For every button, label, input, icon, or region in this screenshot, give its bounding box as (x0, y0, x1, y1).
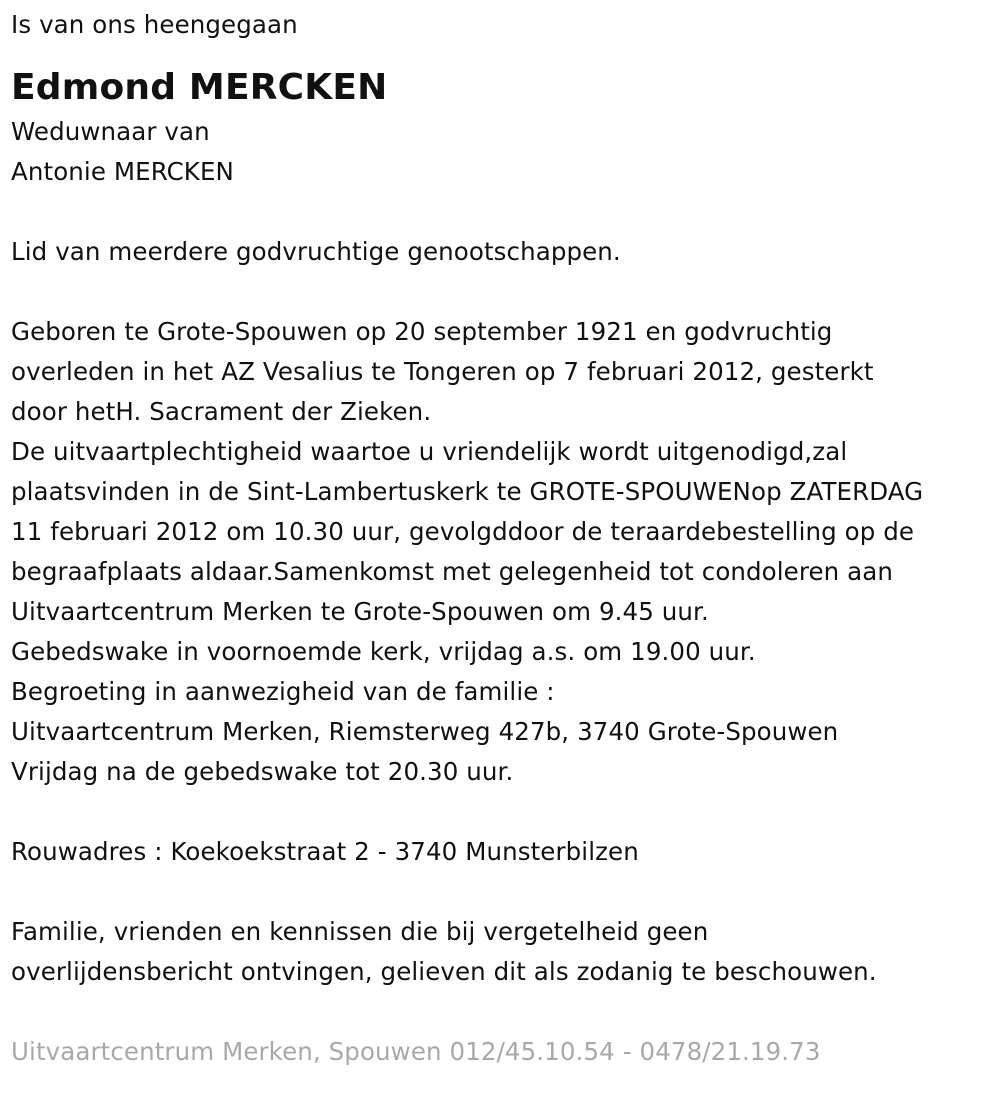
closing-paragraph (11, 912, 996, 992)
relation-line: Weduwnaar van (11, 117, 210, 146)
funeral-home-contact: Uitvaartcentrum Merken, Spouwen 012/45.10.54 - 0478/21.19.73 (11, 1037, 821, 1066)
spacer (11, 872, 996, 912)
details-line: Vrijdag na de gebedswake tot 20.30 uur. (11, 757, 514, 786)
spouse-name: Antonie MERCKEN (11, 157, 234, 186)
details-line: 11 februari 2012 om 10.30 uur, gevolgddoor de teraardebestelling op de (11, 517, 915, 546)
details-line: plaatsvinden in de Sint-Lambertuskerk te GROTE-SPOUWENop ZATERDAG (11, 477, 924, 506)
membership-text: Lid van meerdere godvruchtige genootschappen. (11, 237, 621, 266)
details-line: Gebedswake in voornoemde kerk, vrijdag a.s. om 19.00 uur. (11, 637, 756, 666)
details-line: Uitvaartcentrum Merken te Grote-Spouwen om 9.45 uur. (11, 597, 709, 626)
details-line: Begroeting in aanwezigheid van de familie : (11, 677, 555, 706)
spacer (11, 992, 996, 1032)
spacer (11, 272, 996, 312)
details-line: overleden in het AZ Vesalius te Tongeren op 7 februari 2012, gesterkt (11, 357, 874, 386)
details-line: door hetH. Sacrament der Zieken. (11, 397, 432, 426)
details-line: Geboren te Grote-Spouwen op 20 september 1921 en godvruchtig (11, 317, 833, 346)
intro-text: Is van ons heengegaan (11, 10, 298, 39)
details-line: begraafplaats aldaar.Samenkomst met gelegenheid tot condoleren aan (11, 557, 894, 586)
details-line: De uitvaartplechtigheid waartoe u vriendelijk wordt uitgenodigd,zal (11, 437, 848, 466)
closing-line: Familie, vrienden en kennissen die bij vergetelheid geen (11, 917, 709, 946)
obituary-notice (11, 0, 996, 1072)
closing-line: overlijdensbericht ontvingen, gelieven dit als zodanig te beschouwen. (11, 957, 877, 986)
details-line: Uitvaartcentrum Merken, Riemsterweg 427b, 3740 Grote-Spouwen (11, 717, 839, 746)
details-paragraph (11, 312, 996, 792)
deceased-name: Edmond MERCKEN (11, 67, 388, 108)
spacer (11, 792, 996, 832)
mourning-address: Rouwadres : Koekoekstraat 2 - 3740 Munsterbilzen (11, 837, 639, 866)
spacer (11, 192, 996, 232)
